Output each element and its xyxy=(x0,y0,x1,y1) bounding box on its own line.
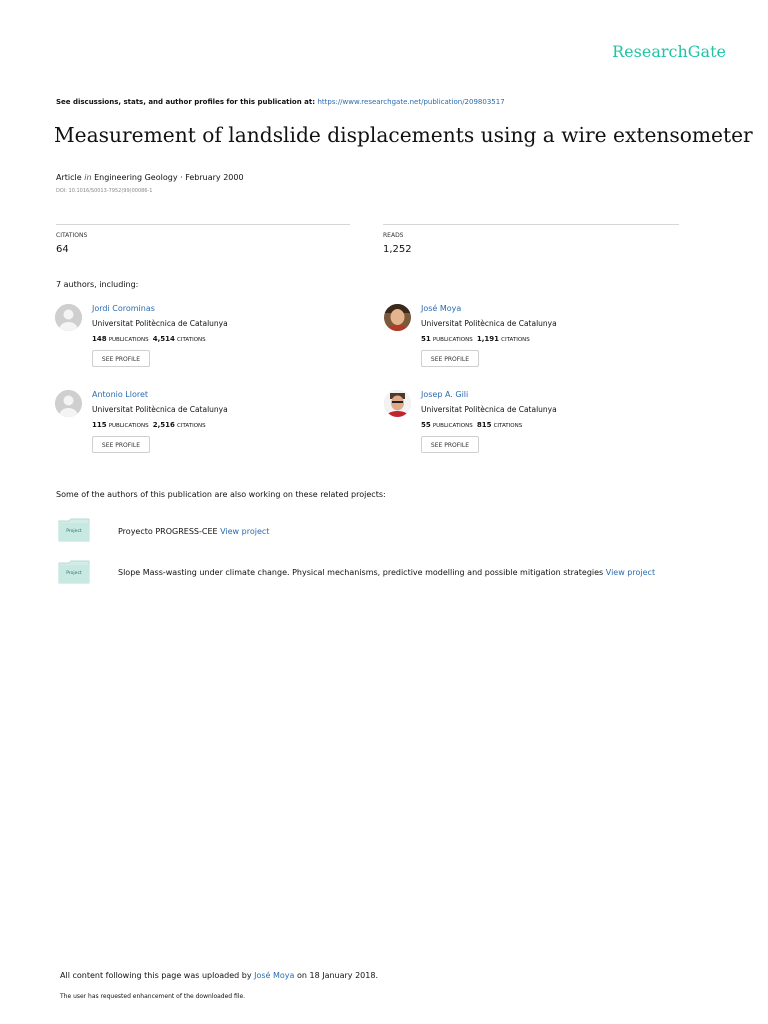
avatar-placeholder-icon[interactable] xyxy=(55,390,82,417)
avatar-photo[interactable] xyxy=(384,390,411,417)
upload-suffix: on 18 January 2018. xyxy=(296,971,378,980)
author-citations-label: CITATIONS xyxy=(493,423,523,429)
doi: DOI: 10.1016/S0013-7952(99)00086-1 xyxy=(56,188,153,194)
reads-count: 1,252 xyxy=(383,244,412,255)
upload-prefix: All content following this page was uploaded by xyxy=(60,971,252,980)
avatar-placeholder-icon[interactable] xyxy=(55,304,82,331)
researchgate-logo[interactable]: ResearchGate xyxy=(612,42,726,61)
upload-notice xyxy=(60,971,378,980)
project-folder-label: Project xyxy=(66,571,82,576)
author-card xyxy=(55,304,355,374)
publication-url-link[interactable]: https://www.researchgate.net/publication/209803517 xyxy=(317,98,505,106)
related-projects-heading: Some of the authors of this publication are also working on these related projects: xyxy=(56,490,386,499)
journal-name: Engineering Geology xyxy=(94,173,178,182)
see-discussions-text: See discussions, stats, and author profiles for this publication at: xyxy=(56,98,316,106)
page-title: Measurement of landslide displacements using a wire extensometer xyxy=(54,123,753,147)
author-stats xyxy=(421,421,522,429)
author-publications-label: PUBLICATIONS xyxy=(432,337,473,343)
citations-count: 64 xyxy=(56,244,69,255)
author-institution: Universitat Politècnica de Catalunya xyxy=(92,405,228,414)
author-citations-count: 4,514 xyxy=(152,335,175,343)
author-name-link[interactable]: Josep A. Gili xyxy=(421,390,469,399)
author-institution: Universitat Politècnica de Catalunya xyxy=(421,319,557,328)
author-stats xyxy=(92,421,206,429)
citations-label: CITATIONS xyxy=(56,232,88,239)
article-in-word: in xyxy=(84,173,92,182)
project-folder-icon[interactable] xyxy=(58,518,90,542)
author-card xyxy=(384,390,684,460)
avatar-photo[interactable] xyxy=(384,304,411,331)
author-card xyxy=(384,304,684,374)
view-project-link[interactable]: View project xyxy=(605,568,656,577)
article-meta xyxy=(56,173,244,182)
citations-divider xyxy=(56,224,350,225)
authors-heading: 7 authors, including: xyxy=(56,280,139,289)
author-publications-label: PUBLICATIONS xyxy=(108,337,149,343)
author-citations-label: CITATIONS xyxy=(176,337,206,343)
author-name-link[interactable]: Jordi Corominas xyxy=(92,304,155,313)
see-profile-button[interactable]: SEE PROFILE xyxy=(92,350,150,367)
author-card xyxy=(55,390,355,460)
project-title: Proyecto PROGRESS-CEE xyxy=(118,527,218,536)
reads-label: READS xyxy=(383,232,404,239)
author-publications-label: PUBLICATIONS xyxy=(108,423,149,429)
see-profile-button[interactable]: SEE PROFILE xyxy=(92,436,150,453)
author-publications-count: 115 xyxy=(92,421,107,429)
author-citations-count: 2,516 xyxy=(152,421,175,429)
article-type: Article xyxy=(56,173,82,182)
uploader-link[interactable]: José Moya xyxy=(254,971,295,980)
author-citations-count: 1,191 xyxy=(476,335,500,343)
see-discussions-line xyxy=(56,98,505,106)
project-item xyxy=(118,568,655,577)
author-stats xyxy=(92,335,206,343)
project-folder-label: Project xyxy=(66,529,82,534)
article-date: · February 2000 xyxy=(180,173,244,182)
see-profile-button[interactable]: SEE PROFILE xyxy=(421,350,479,367)
view-project-link[interactable]: View project xyxy=(220,527,270,536)
project-title: Slope Mass-wasting under climate change. Physical mechanisms, predictive modelling and possible mitigation strategies xyxy=(118,568,604,577)
author-institution: Universitat Politècnica de Catalunya xyxy=(421,405,557,414)
author-citations-count: 815 xyxy=(476,421,492,429)
enhancement-notice: The user has requested enhancement of the downloaded file. xyxy=(60,993,246,1000)
see-profile-button[interactable]: SEE PROFILE xyxy=(421,436,479,453)
author-citations-label: CITATIONS xyxy=(176,423,206,429)
author-publications-count: 148 xyxy=(92,335,107,343)
project-folder-icon[interactable] xyxy=(58,560,90,584)
project-item xyxy=(118,527,269,536)
author-publications-count: 55 xyxy=(421,421,431,429)
author-citations-label: CITATIONS xyxy=(501,337,530,343)
author-institution: Universitat Politècnica de Catalunya xyxy=(92,319,228,328)
author-publications-count: 51 xyxy=(421,335,431,343)
author-name-link[interactable]: José Moya xyxy=(421,304,462,313)
reads-divider xyxy=(383,224,679,225)
author-name-link[interactable]: Antonio Lloret xyxy=(92,390,149,399)
author-publications-label: PUBLICATIONS xyxy=(432,423,473,429)
author-stats xyxy=(421,335,530,343)
